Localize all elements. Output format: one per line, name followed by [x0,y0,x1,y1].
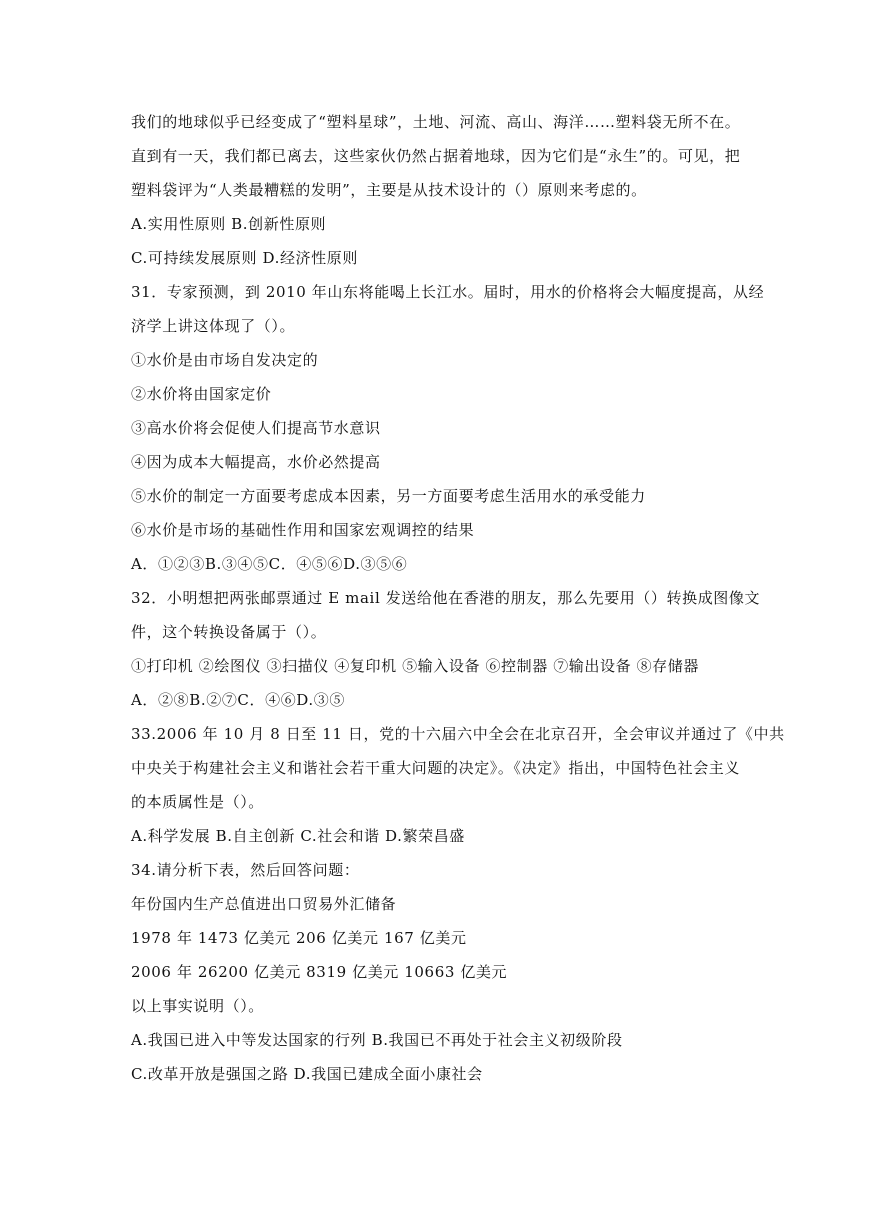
question-33: 33.2006 年 10 月 8 日至 11 日，党的十六届六中全会在北京召开，全会审议并通过了《中共 [131,725,785,743]
statement-item: ③高水价将会促使人们提高节水意识 [131,419,381,437]
statement-item: ①打印机 ②绘图仪 ③扫描仪 ④复印机 ⑤输入设备 ⑥控制器 ⑦输出设备 ⑧存储器 [131,657,699,675]
question-32: 32．小明想把两张邮票通过 E mail 发送给他在香港的朋友，那么先要用（）转换成图像文 [131,589,761,607]
question-34: 34.请分析下表，然后回答问题： [131,861,360,879]
answer-options: A.实用性原则 B.创新性原则 [131,215,327,233]
statement-item: ⑥水价是市场的基础性作用和国家宏观调控的结果 [131,521,475,539]
text-line: 件，这个转换设备属于（）。 [131,623,327,641]
text-line: 塑料袋评为“人类最糟糕的发明”，主要是从技术设计的（）原则来考虑的。 [131,181,647,199]
text-line: 济学上讲这体现了（）。 [131,317,296,335]
answer-options: A．①②③B.③④⑤C．④⑤⑥D.③⑤⑥ [131,555,408,573]
table-row-line: 2006 年 26200 亿美元 8319 亿美元 10663 亿美元 [131,963,508,981]
statement-item: ②水价将由国家定价 [131,385,272,403]
answer-options: A．②⑧B.②⑦C．④⑥D.③⑤ [131,691,345,709]
answer-options: A.科学发展 B.自主创新 C.社会和谐 D.繁荣昌盛 [131,827,465,845]
answer-options: A.我国已进入中等发达国家的行列 B.我国已不再处于社会主义初级阶段 [131,1031,623,1049]
document-body [131,108,785,1094]
text-line: 我们的地球似乎已经变成了“塑料星球”，土地、河流、高山、海洋……塑料袋无所不在。 [131,113,741,131]
text-line: 中央关于构建社会主义和谐社会若干重大问题的决定》。《决定》指出，中国特色社会主义 [131,759,741,777]
statement-item: ④因为成本大幅提高，水价必然提高 [131,453,381,471]
statement-item: ①水价是由市场自发决定的 [131,351,319,369]
table-header-line: 年份国内生产总值进出口贸易外汇储备 [131,895,397,913]
question-31: 31．专家预测，到 2010 年山东将能喝上长江水。届时，用水的价格将会大幅度提高，从经 [131,283,765,301]
text-line: 直到有一天，我们都已离去，这些家伙仍然占据着地球，因为它们是“永生”的。可见，把 [131,147,741,165]
table-row-line: 1978 年 1473 亿美元 206 亿美元 167 亿美元 [131,929,467,947]
answer-options: C.可持续发展原则 D.经济性原则 [131,249,358,267]
text-line: 的本质属性是（）。 [131,793,264,811]
statement-item: ⑤水价的制定一方面要考虑成本因素，另一方面要考虑生活用水的承受能力 [131,487,646,505]
text-line: 以上事实说明（）。 [131,997,264,1015]
answer-options: C.改革开放是强国之路 D.我国已建成全面小康社会 [131,1065,483,1083]
